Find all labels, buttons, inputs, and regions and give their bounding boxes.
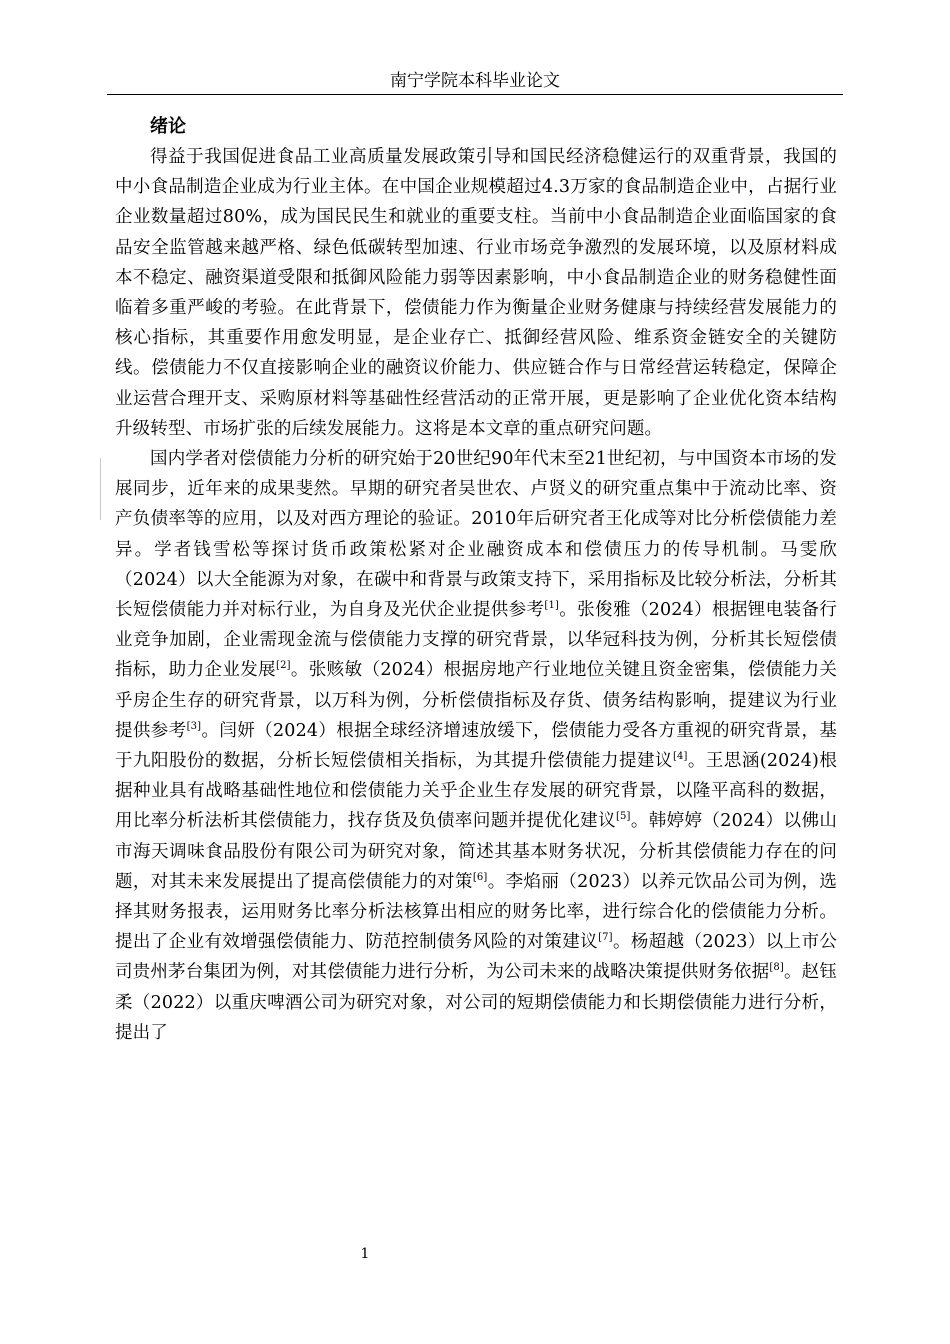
citation-ref-2[interactable]: [2] xyxy=(276,660,291,672)
citation-ref-6[interactable]: [6] xyxy=(472,871,488,883)
text-run: 。张赅敏（2024）根据房地产行业地位关键且资金密集，偿债能力关乎房企生存的研究背景，以万科为例，分析偿债指标及存货、债务结构影响，提建议为行业提供参考 xyxy=(115,660,837,741)
text-run: 。王思涵(2024)根据种业具有战略基础性地位和偿债能力关乎企业生存发展的研究背景，以隆平高科的数据，用比率分析法析其偿债能力，找存货及负债率问题并提优化建议 xyxy=(115,751,837,832)
text-run: 。闫妍（2024）根据全球经济增速放缓下，偿债能力受各方重视的研究背景，基于九阳股份的数据，分析长短偿债相关指标，为其提升偿债能力提建议 xyxy=(115,720,837,772)
citation-ref-1[interactable]: [1] xyxy=(544,600,560,612)
paragraph-background: 得益于我国促进食品工业高质量发展政策引导和国民经济稳健运行的双重背景，我国的中小食品制造企业成为行业主体。在中国企业规模超过4.3万家的食品制造企业中，占据行业企业数量超过80%，成为国民民生和就业的重要支柱。当前中小食品制造企业面临国家的食品安全监管越来越严格、绿色低碳转型加速、行业市场竞争激烈的发展环境，以及原材料成本不稳定、融资渠道受限和抵御风险能力弱等因素影响，中小食品制造企业的财务稳健性面临着多重严峻的考验。在此背景下，偿债能力作为衡量企业财务健康与持续经营发展能力的核心指标，其重要作用愈发明显，是企业存亡、抵御经营风险、维系资金链安全的关键防线。偿债能力不仅直接影响企业的融资议价能力、供应链合作与日常经营运转稳定，保障企业运营合理开支、采购原材料等基础性经营活动的正常开展，更是影响了企业优化资本结构升级转型、市场扩张的后续发展能力。这将是本文章的重点研究问题。 xyxy=(115,147,837,439)
text-run: 。李焰丽（2023）以养元饮品公司为例，选择其财务报表，运用财务比率分析法核算出相应的财务比率，进行综合化的偿债能力分析。提出了企业有效增强偿债能力、防范控制债务风险的对策建议 xyxy=(115,871,838,953)
citation-ref-5[interactable]: [5] xyxy=(615,811,631,823)
section-heading: 绪论 xyxy=(150,116,186,137)
citation-ref-4[interactable]: [4] xyxy=(672,751,688,763)
citation-ref-7[interactable]: [7] xyxy=(598,932,613,944)
page-header xyxy=(107,68,843,95)
document-body xyxy=(115,112,837,1048)
text-run: 。韩婷婷（2024）以佛山市海天调味食品股份有限公司为研究对象，简述其基本财务状况，分析其偿债能力存在的问题，对其未来发展提出了提高偿债能力的对策 xyxy=(115,811,837,892)
header-title: 南宁学院本科毕业论文 xyxy=(390,71,560,91)
citation-ref-8[interactable]: [8] xyxy=(769,962,784,974)
text-run: 。杨超越（2023）以上市公司贵州茅台集团为例，对其偿债能力进行分析，为公司未来的战略决策提供财务依据 xyxy=(115,932,837,983)
page-number: 1 xyxy=(360,1246,370,1262)
revision-margin-line xyxy=(100,458,101,520)
text-run: 。张俊雅（2024）根据锂电装备行业竞争加剧，企业需现金流与偿债能力支撑的研究背景，以华冠科技为例，分析其长短偿债指标，助力企业发展 xyxy=(115,600,837,681)
paragraph-literature-review xyxy=(115,444,837,1048)
text-run: 。赵钰柔（2022）以重庆啤酒公司为研究对象，对公司的短期偿债能力和长期偿债能力进行分析，提出了 xyxy=(115,962,837,1043)
text-run: 国内学者对偿债能力分析的研究始于20世纪90年代末至21世纪初，与中国资本市场的发展同步，近年来的成果斐然。早期的研究者吴世农、卢贤义的研究重点集中于流动比率、资产负债率等的应用，以及对西方理论的验证。2010年后研究者王化成等对比分析偿债能力差异。学者钱雪松等探讨货币政策松紧对企业融资成本和偿债压力的传导机制。马雯欣（2024）以大全能源为对象，在碳中和背景与政策支持下，采用指标及比较分析法，分析其长短偿债能力并对标行业，为自身及光伏企业提供参考 xyxy=(115,449,837,621)
citation-ref-3[interactable]: [3] xyxy=(186,720,202,732)
